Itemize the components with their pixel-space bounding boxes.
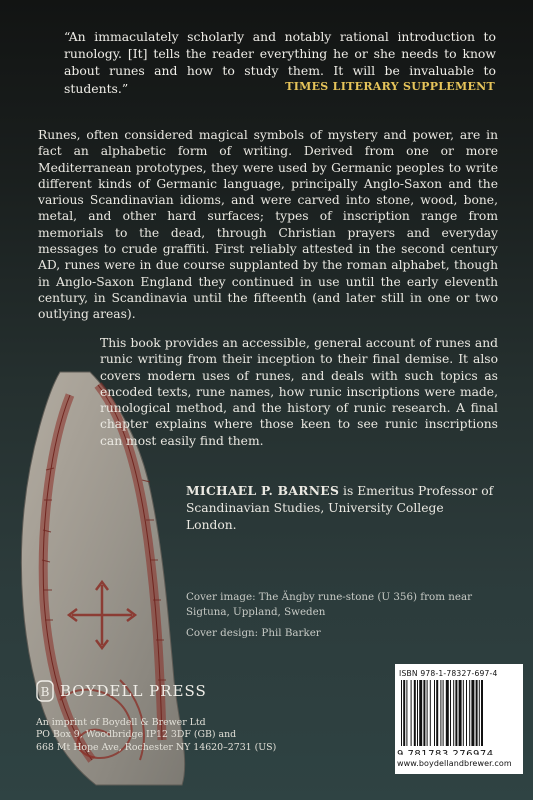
logo-letter: B — [40, 685, 50, 699]
imprint-line: An imprint of Boydell & Brewer Ltd — [36, 717, 206, 728]
isbn-label: ISBN 978-1-78327-697-4 — [399, 669, 498, 678]
website-box — [395, 755, 523, 774]
cover-image-credit: Cover image: The Ängby rune-stone (U 356) from near Sigtuna, Uppland, Sweden — [186, 591, 473, 618]
imprint-line: 668 Mt Hope Ave, Rochester NY 14620–2731 (US) — [36, 741, 277, 753]
author-bio-text: is Emeritus Professor of Scandinavian Studies, University College London. — [186, 484, 494, 532]
review-quote-text: “An immaculately scholarly and notably rational introduction to runology. [It] tells the reader everything he or she needs to know about runes and how to study them. It will be invaluable to students.” — [64, 29, 496, 96]
cover-design-credit: Cover design: Phil Barker — [186, 627, 321, 639]
imprint-line: PO Box 9, Woodbridge IP12 3DF (GB) and — [36, 729, 237, 741]
barcode-icon — [399, 680, 519, 748]
publisher-name: BOYDELL PRESS — [60, 682, 207, 700]
imprint-address — [36, 717, 276, 754]
author-bio — [186, 482, 496, 534]
review-source: TIMES LITERARY SUPPLEMENT — [285, 80, 495, 93]
author-name: MICHAEL P. BARNES — [186, 483, 340, 498]
website-url: www.boydellandbrewer.com — [397, 759, 512, 768]
description-paragraph-1: Runes, often considered magical symbols of mystery and power, are in fact an alphabetic form of writing. Derived from one or more Mediterranean prototypes, they were used by Germanic peoples to write different kinds of Germanic language, principally Anglo-Saxon and the various Scandinavian idioms, and were carved into stone, wood, bone, metal, and other hard surfaces; types of inscription range from memorials to the dead, through Christian prayers and everyday messages to crude graffiti. First reliably attested in the second century AD, runes were in due course supplanted by the roman alphabet, though in Anglo-Saxon England they continued in use until the early eleventh century, in Scandinavia until the fifteenth (and later still in one or two outlying areas). — [38, 128, 498, 322]
boydell-logo-icon — [36, 680, 54, 702]
description-paragraph-2: This book provides an accessible, general account of runes and runic writing from their inception to their final demise. It also covers modern uses of runes, and deals with such topics as encoded texts, rune names, how runic inscriptions were made, runological method, and the history of runic research. A final chapter explains where those keen to see runic inscriptions can most easily find them. — [100, 336, 498, 448]
publisher-logo — [36, 680, 207, 702]
